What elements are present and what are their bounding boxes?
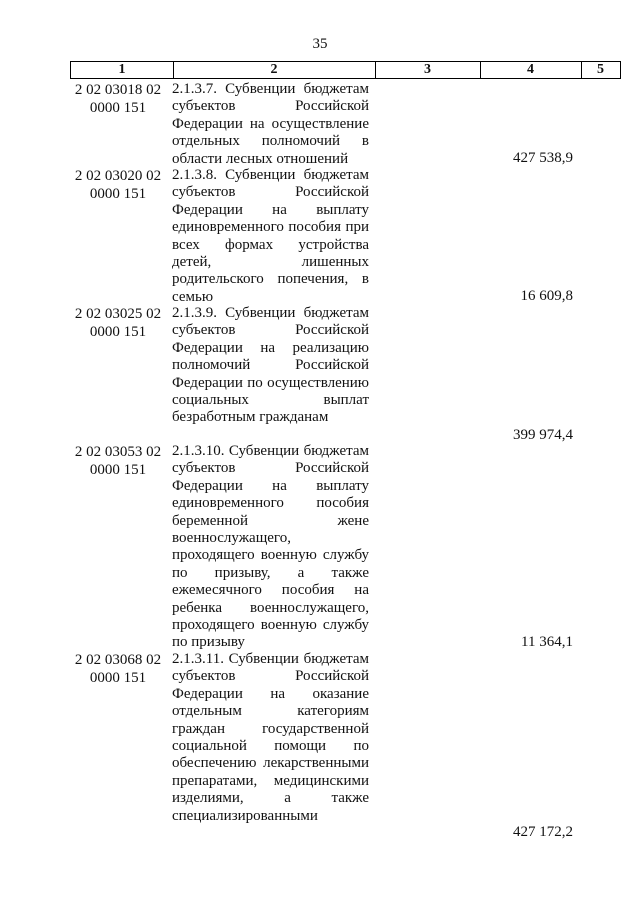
budget-code: 2 02 03020 02 0000 151 [74, 168, 162, 202]
column-header-2: 2 [270, 62, 278, 77]
budget-code: 2 02 03053 02 0000 151 [74, 444, 162, 478]
row-amount: 427 172,2 [513, 824, 573, 840]
row-amount: 16 609,8 [520, 288, 573, 304]
row-description: 2.1.3.8. Субвенции бюджетам субъектов Российской Федерации на выплату единовременного пособия при всех формах устройства детей, лишенных родительского попечения, в семью [172, 167, 369, 305]
row-amount: 399 974,4 [513, 427, 573, 443]
column-header-5: 5 [597, 62, 604, 77]
column-header-3: 3 [424, 62, 431, 77]
row-description: 2.1.3.9. Субвенции бюджетам субъектов Российской Федерации на реализацию полномочий Российской Федерации по осуществлению социальных выплат безработным гражданам [172, 305, 369, 426]
column-header-4: 4 [527, 62, 534, 77]
row-description: 2.1.3.11. Субвенции бюджетам субъектов Российской Федерации на оказание отдельным категориям граждан государственной социальной помощи по обеспечению лекарственными препаратами, медицинскими изделиями, а также специализированными [172, 651, 369, 824]
budget-code: 2 02 03025 02 0000 151 [74, 306, 162, 340]
page-number: 35 [312, 36, 328, 52]
row-amount: 11 364,1 [521, 634, 573, 650]
row-description: 2.1.3.7. Субвенции бюджетам субъектов Российской Федерации на осуществление отдельных полномочий в области лесных отношений [172, 81, 369, 167]
row-amount: 427 538,9 [513, 150, 573, 166]
column-header-1: 1 [118, 62, 126, 77]
table-header [70, 61, 621, 79]
budget-code: 2 02 03018 02 0000 151 [74, 82, 162, 116]
budget-code: 2 02 03068 02 0000 151 [74, 652, 162, 686]
row-description: 2.1.3.10. Субвенции бюджетам субъектов Российской Федерации на выплату единовременного пособия беременной жене военнослужащего, проходящего военную службу по призыву, а также ежемесячного пособия на ребенка военнослужащего, проходящего военную службу по призыву [172, 443, 369, 651]
